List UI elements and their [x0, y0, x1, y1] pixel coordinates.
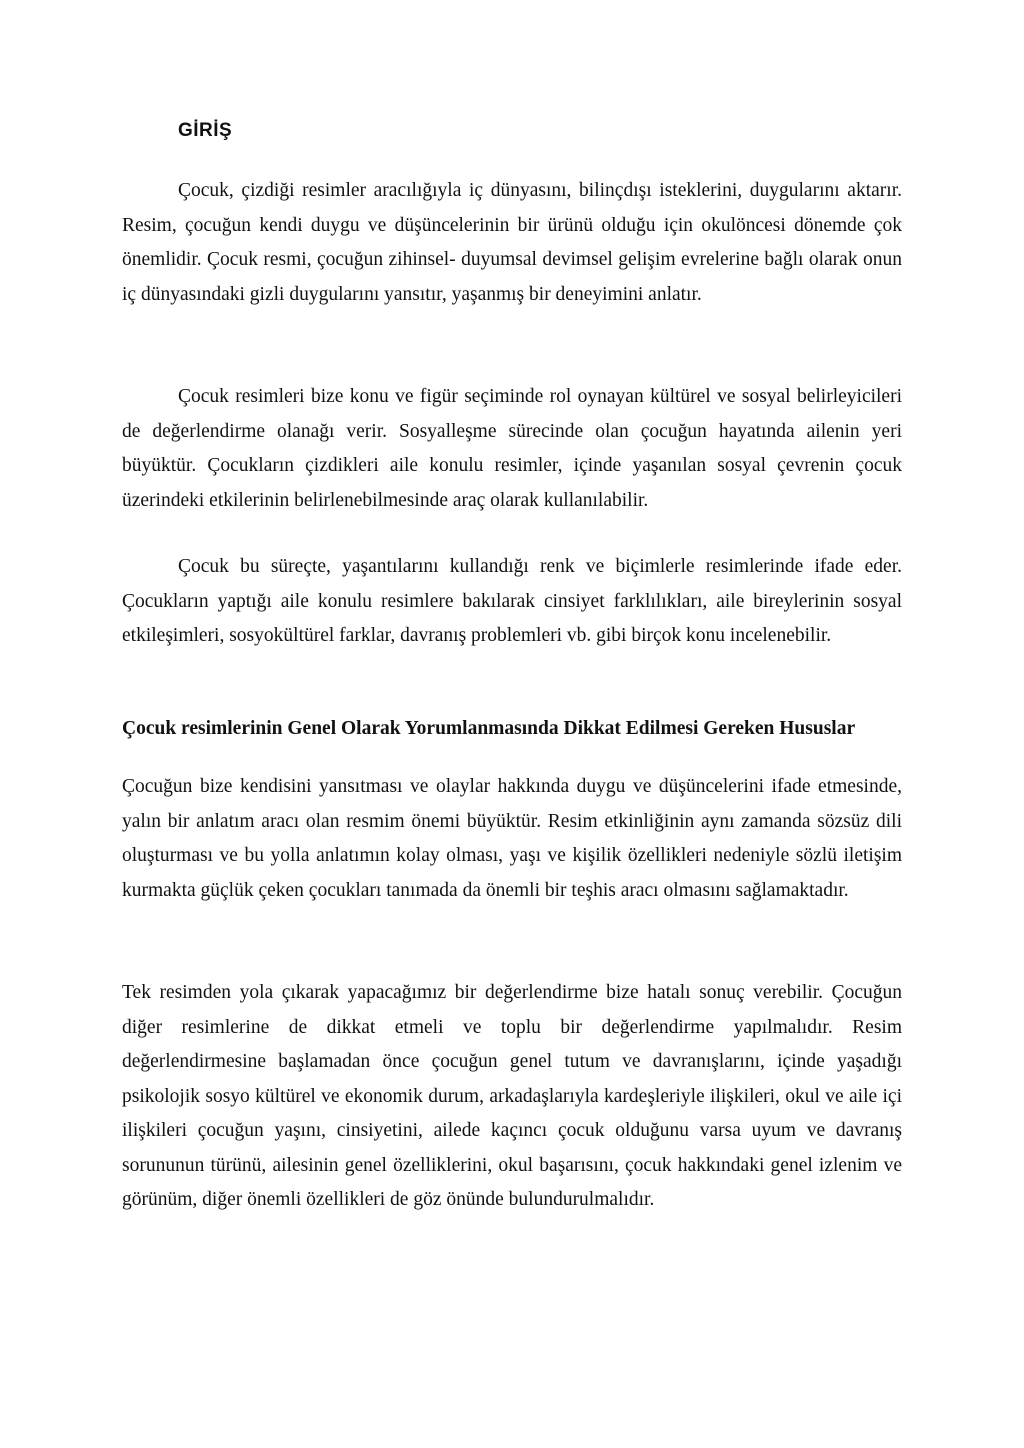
section-paragraph-1: Çocuğun bize kendisini yansıtması ve olaylar hakkında duygu ve düşüncelerini ifade etmesinde, yalın bir anlatım aracı olan resmim önemi büyüktür. Resim etkinliğinin aynı zamanda sözsüz dili oluşturması ve bu yolla anlatımın kolay olması, yaşı ve kişilik özellikleri nedeniyle sözlü iletişim kurmakta güçlük çeken çocukları tanımada da önemli bir teşhis aracı olmasını sağlamaktadır. — [122, 776, 902, 901]
intro-paragraph-2: Çocuk resimleri bize konu ve figür seçiminde rol oynayan kültürel ve sosyal belirleyicileri de değerlendirme olanağı verir. Sosyalleşme sürecinde olan çocuğun hayatında ailenin yeri büyüktür. Çocukların çizdikleri aile konulu resimler, içinde yaşanılan sosyal çevrenin çocuk üzerindeki etkilerinin belirlenebilmesinde araç olarak kullanılabilir. — [122, 386, 902, 511]
section-heading: Çocuk resimlerinin Genel Olarak Yorumlanmasında Dikkat Edilmesi Gereken Hususlar — [122, 718, 856, 739]
section-paragraph-2: Tek resimden yola çıkarak yapacağımız bir değerlendirme bize hatalı sonuç verebilir. Çocuğun diğer resimlerine de dikkat etmeli ve toplu bir değerlendirme yapılmalıdır. Resim değerlendirmesine başlamadan önce çocuğun genel tutum ve davranışlarını, içinde yaşadığı psikolojik sosyo kültürel ve ekonomik durum, arkadaşlarıyla kardeşleriyle ilişkileri, okul ve aile içi ilişkileri çocuğun yaşını, cinsiyetini, ailede kaçıncı çocuk olduğunu varsa uyum ve davranış sorununun türünü, ailesinin genel özelliklerini, okul başarısını, çocuk hakkındaki genel izlenim ve görünüm, diğer önemli özellikleri de göz önünde bulundurulmalıdır. — [122, 982, 902, 1210]
page-heading: GİRİŞ — [178, 120, 233, 141]
intro-paragraph-3: Çocuk bu süreçte, yaşantılarını kullandığı renk ve biçimlerle resimlerinde ifade eder. Çocukların yaptığı aile konulu resimlere bakılarak cinsiyet farklılıkları, aile bireylerinin sosyal etkileşimleri, sosyokültürel farklar, davranış problemleri vb. gibi birçok konu incelenebilir. — [122, 556, 902, 646]
intro-paragraph-1: Çocuk, çizdiği resimler aracılığıyla iç dünyasını, bilinçdışı isteklerini, duygularını aktarır. Resim, çocuğun kendi duygu ve düşüncelerinin bir ürünü olduğu için okulöncesi dönemde çok önemlidir. Çocuk resmi, çocuğun zihinsel- duyumsal devimsel gelişim evrelerine bağlı olarak onun iç dünyasındaki gizli duygularını yansıtır, yaşanmış bir deneyimini anlatır. — [122, 180, 902, 305]
